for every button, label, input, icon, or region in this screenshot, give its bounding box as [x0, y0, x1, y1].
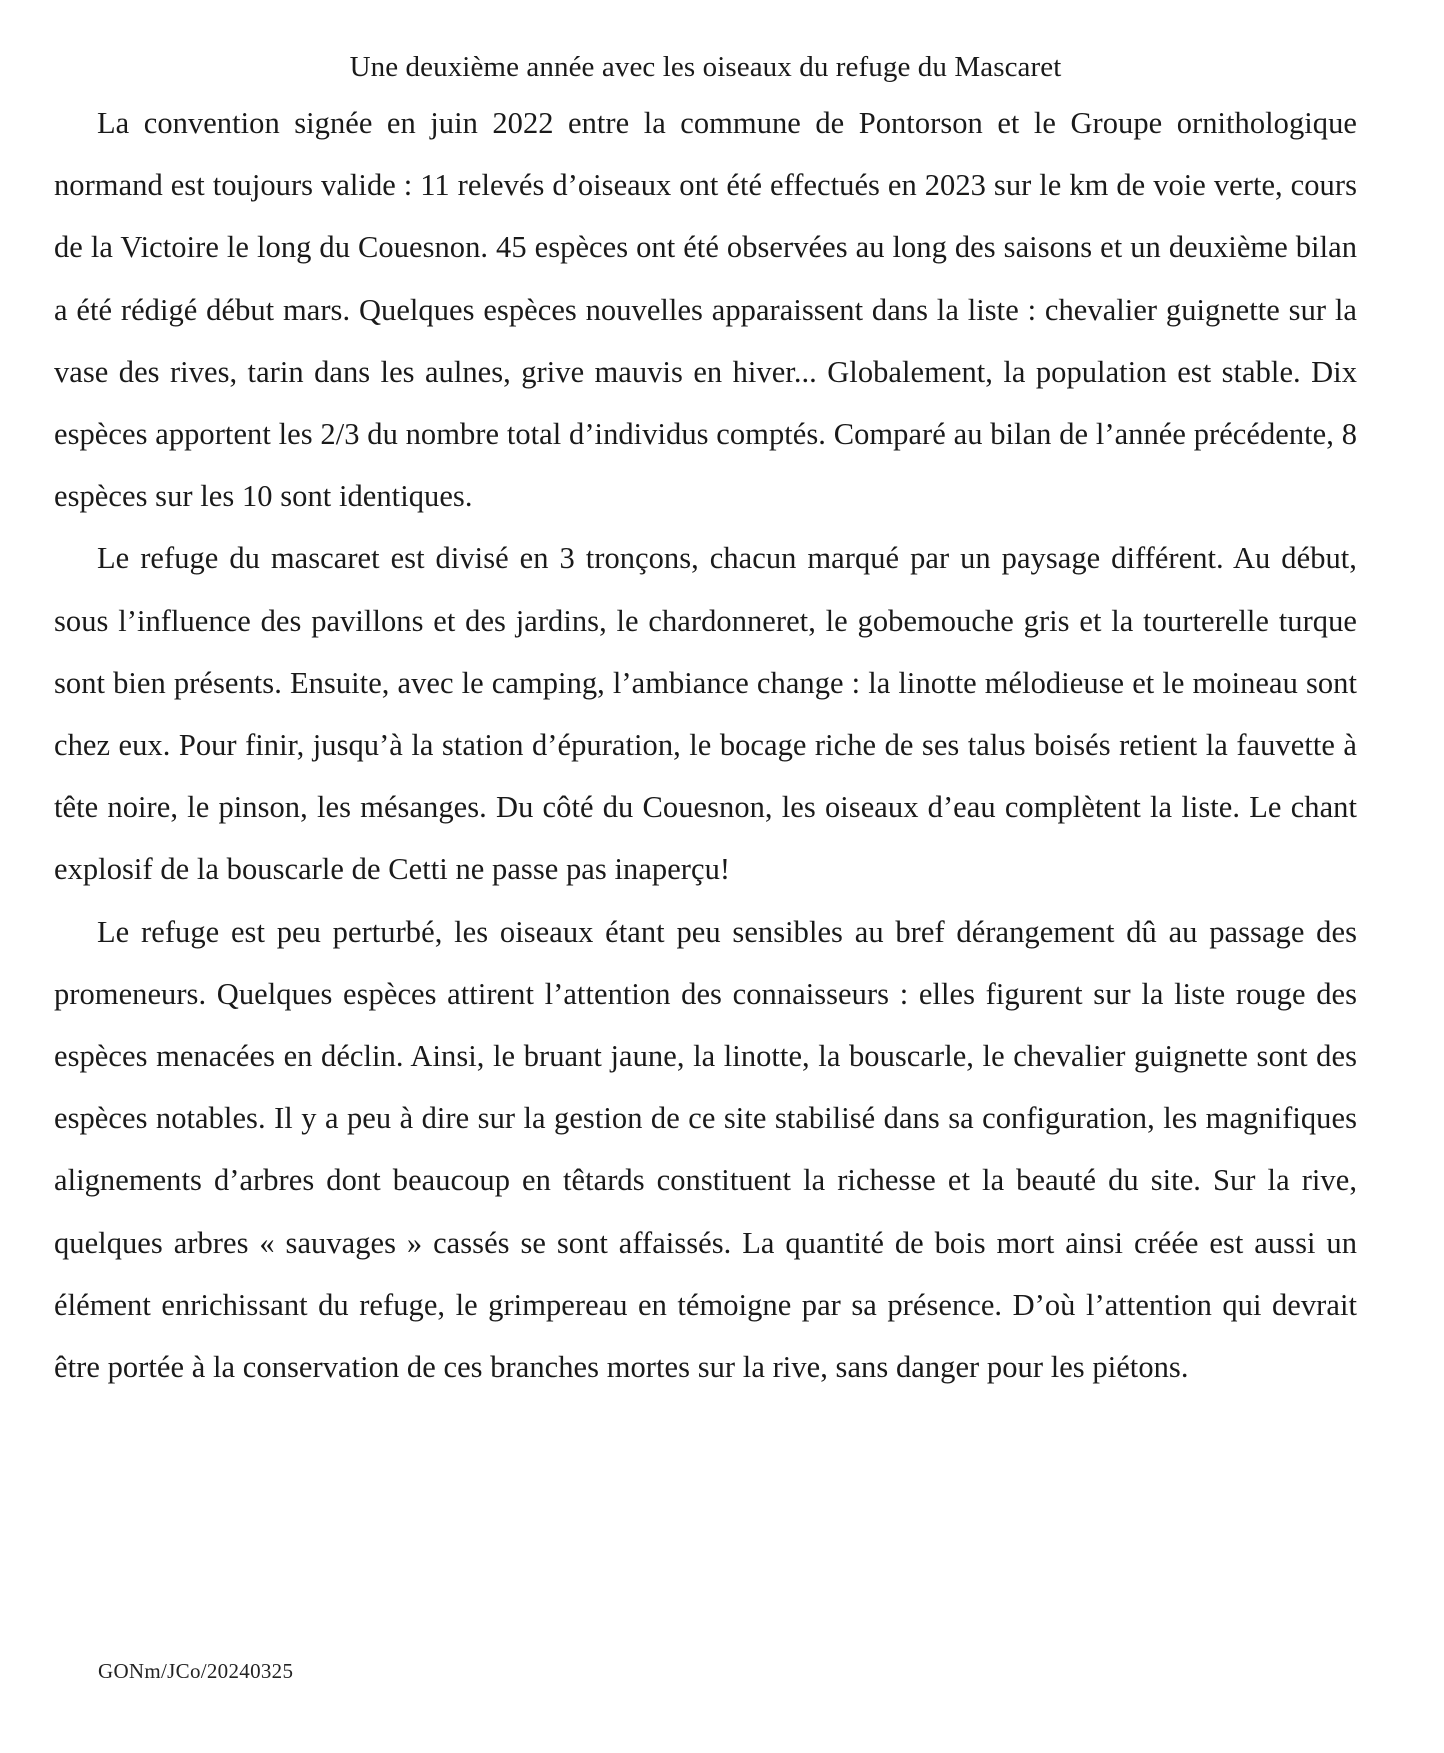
paragraph-conservation-notes: Le refuge est peu perturbé, les oiseaux étant peu sensibles au bref dérangement dû au passage des promeneurs. Quelques espèces attirent l’attention des connaisseurs : elles figurent sur la liste rouge des espèces menacées en déclin. Ainsi, le bruant jaune, la linotte, la bouscarle, le chevalier guignette sont des espèces notables. Il y a peu à dire sur la gestion de ce site stabilisé dans sa configuration, les magnifiques alignements d’arbres dont beaucoup en têtards constituent la richesse et la beauté du site. Sur la rive, quelques arbres « sauvages » cassés se sont affaissés. La quantité de bois mort ainsi créée est aussi un élément enrichissant du refuge, le grimpereau en témoigne par sa présence. D’où l’attention qui devrait être portée à la conservation de ces branches mortes sur la rive, sans danger pour les piétons. — [54, 914, 1357, 1385]
document-page — [54, 42, 1357, 1398]
paragraph-refuge-sections: Le refuge du mascaret est divisé en 3 tronçons, chacun marqué par un paysage différent. Au début, sous l’influence des pavillons et des jardins, le chardonneret, le gobemouche gris et la tourterelle turque sont bien présents. Ensuite, avec le camping, l’ambiance change : la linotte mélodieuse et le moineau sont chez eux. Pour finir, jusqu’à la station d’épuration, le bocage riche de ses talus boisés retient la fauvette à tête noire, le pinson, les mésanges. Du côté du Couesnon, les oiseaux d’eau complètent la liste. Le chant explosif de la bouscarle de Cetti ne passe pas inaperçu! — [54, 541, 1357, 887]
document-title: Une deuxième année avec les oiseaux du refuge du Mascaret — [349, 51, 1062, 83]
document-reference-code: GONm/JCo/20240325 — [98, 1659, 294, 1683]
paragraph-survey-summary: La convention signée en juin 2022 entre la commune de Pontorson et le Groupe ornithologique normand est toujours valide : 11 relevés d’oiseaux ont été effectués en 2023 sur le km de voie verte, cours de la Victoire le long du Couesnon. 45 espèces ont été observées au long des saisons et un deuxième bilan a été rédigé début mars. Quelques espèces nouvelles apparaissent dans la liste : chevalier guignette sur la vase des rives, tarin dans les aulnes, grive mauvis en hiver... Globalement, la population est stable. Dix espèces apportent les 2/3 du nombre total d’individus comptés. Comparé au bilan de l’année précédente, 8 espèces sur les 10 sont identiques. — [54, 106, 1357, 514]
